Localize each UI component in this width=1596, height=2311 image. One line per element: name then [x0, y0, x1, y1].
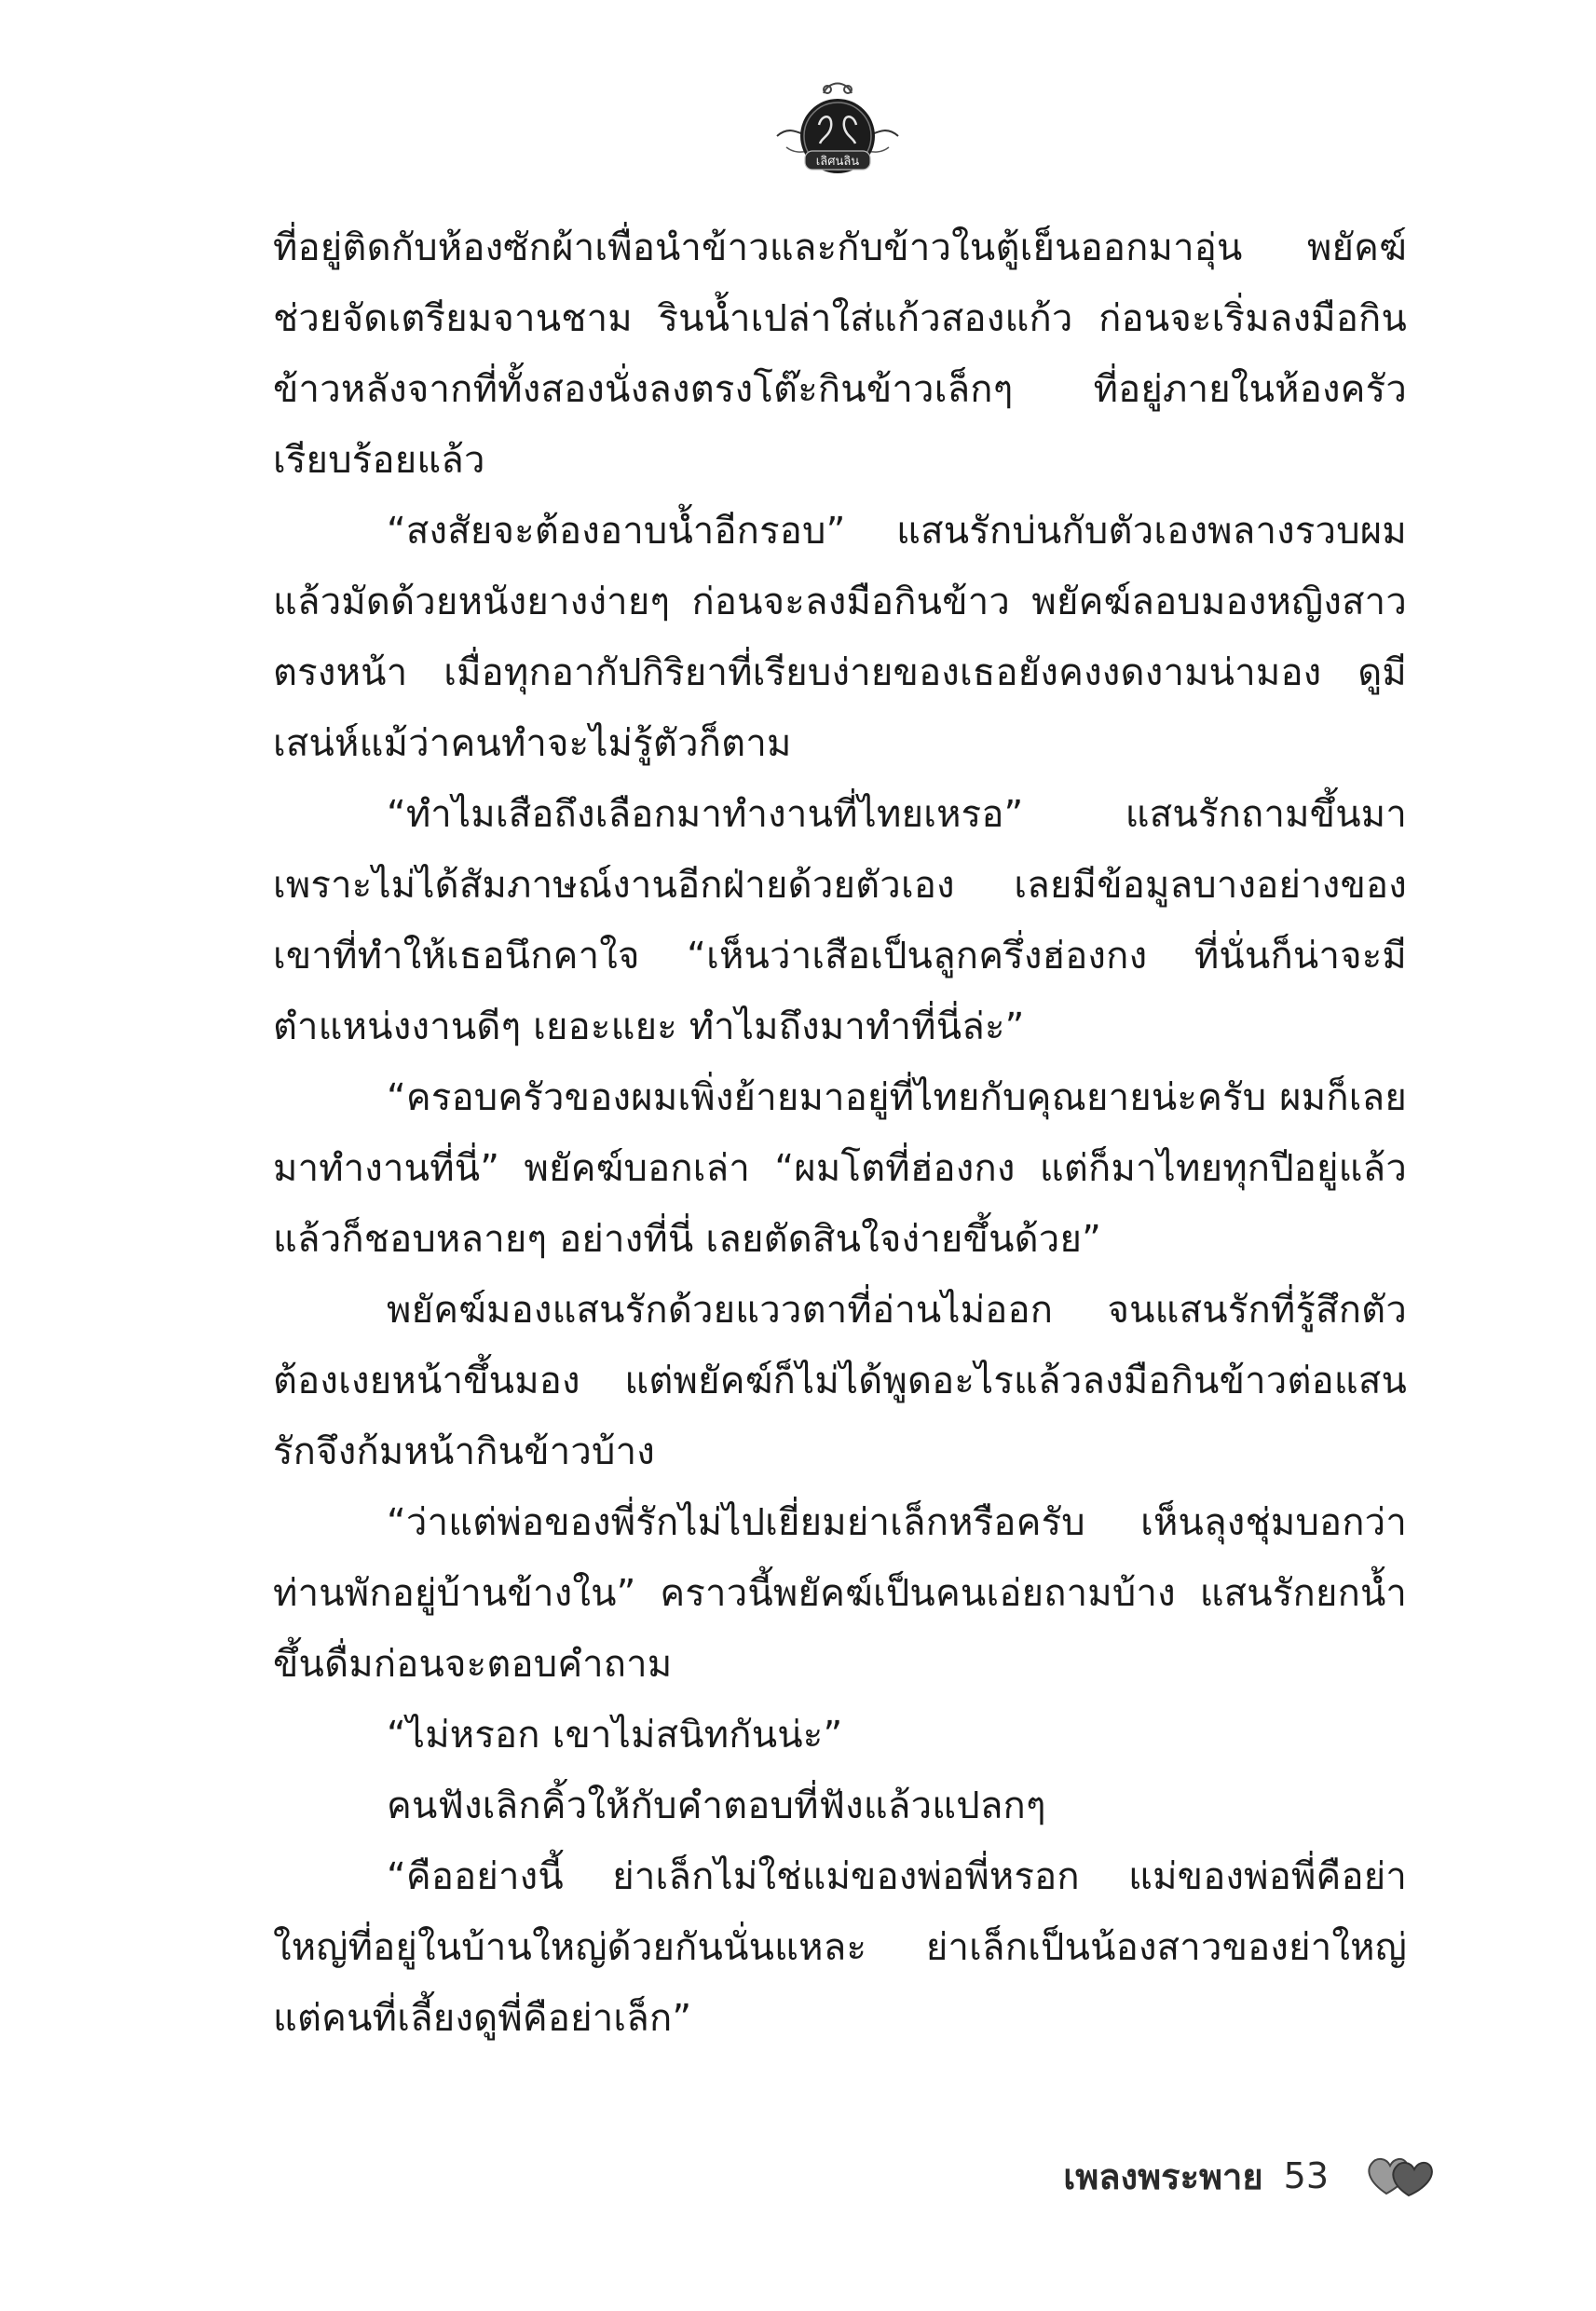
svg-text:เลิศนลิน: เลิศนลิน	[815, 155, 860, 169]
paragraph-2: “สงสัยจะต้องอาบน้ำอีกรอบ” แสนรักบ่นกับตัวเองพลางรวบผมแล้วมัดด้วยหนังยางง่ายๆ ก่อนจะลงมือกินข้าว พยัคฆ์ลอบมองหญิงสาวตรงหน้า เมื่อทุกอากัปกิริยาที่เรียบง่ายของเธอยังคงงดงามน่ามอง ดูมีเสน่ห์แม้ว่าคนทำจะไม่รู้ตัวก็ตาม	[273, 510, 1407, 765]
page-footer	[1006, 2148, 1435, 2204]
double-heart-icon	[1366, 2153, 1435, 2199]
paragraph-6: “ว่าแต่พ่อของพี่รักไม่ไปเยี่ยมย่าเล็กหรือครับ เห็นลุงชุ่มบอกว่าท่านพักอยู่บ้านข้างใน” คราวนี้พยัคฆ์เป็นคนเอ่ยถามบ้าง แสนรักยกน้ำขึ้นดื่มก่อนจะตอบคำถาม	[273, 1501, 1407, 1686]
paragraph-3: “ทำไมเสือถึงเลือกมาทำงานที่ไทยเหรอ” แสนรักถามขึ้นมา เพราะไม่ได้สัมภาษณ์งานอีกฝ่ายด้วยตัวเอง เลยมีข้อมูลบางอย่างของเขาที่ทำให้เธอนึกคาใจ “เห็นว่าเสือเป็นลูกครึ่งฮ่องกง ที่นั่นก็น่าจะมีตำแหน่งงานดีๆ เยอะแยะ ทำไมถึงมาทำที่นี่ล่ะ”	[273, 793, 1407, 1048]
swan-emblem-icon	[768, 73, 907, 185]
paragraph-1: ที่อยู่ติดกับห้องซักผ้าเพื่อนำข้าวและกับข้าวในตู้เย็นออกมาอุ่น พยัคฆ์ช่วยจัดเตรียมจานชาม รินน้ำเปล่าใส่แก้วสองแก้ว ก่อนจะเริ่มลงมือกินข้าวหลังจากที่ทั้งสองนั่งลงตรงโต๊ะกินข้าวเล็กๆ ที่อยู่ภายในห้องครัวเรียบร้อยแล้ว	[273, 226, 1407, 482]
body-text	[273, 212, 1407, 2054]
paragraph-7: “ไม่หรอก เขาไม่สนิทกันน่ะ”	[387, 1714, 843, 1757]
book-title: เพลงพระพาย	[1063, 2155, 1263, 2197]
paragraph-8: คนฟังเลิกคิ้วให้กับคำตอบที่ฟังแล้วแปลกๆ	[387, 1785, 1046, 1827]
paragraph-5: พยัคฆ์มองแสนรักด้วยแววตาที่อ่านไม่ออก จนแสนรักที่รู้สึกตัวต้องเงยหน้าขึ้นมอง แต่พยัคฆ์ก็ไม่ได้พูดอะไรแล้วลงมือกินข้าวต่อแสนรักจึงก้มหน้ากินข้าวบ้าง	[273, 1289, 1407, 1473]
paragraph-9: “คืออย่างนี้ ย่าเล็กไม่ใช่แม่ของพ่อพี่หรอก แม่ของพ่อพี่คือย่าใหญ่ที่อยู่ในบ้านใหญ่ด้วยกันนั่นแหละ ย่าเล็กเป็นน้องสาวของย่าใหญ่แต่คนที่เลี้ยงดูพี่คือย่าเล็ก”	[273, 1855, 1407, 2040]
paragraph-4: “ครอบครัวของผมเพิ่งย้ายมาอยู่ที่ไทยกับคุณยายน่ะครับ ผมก็เลยมาทำงานที่นี่” พยัคฆ์บอกเล่า “ผมโตที่ฮ่องกง แต่ก็มาไทยทุกปีอยู่แล้ว แล้วก็ชอบหลายๆ อย่างที่นี่ เลยตัดสินใจง่ายขึ้นด้วย”	[273, 1076, 1407, 1261]
page-number: 53	[1283, 2155, 1329, 2196]
